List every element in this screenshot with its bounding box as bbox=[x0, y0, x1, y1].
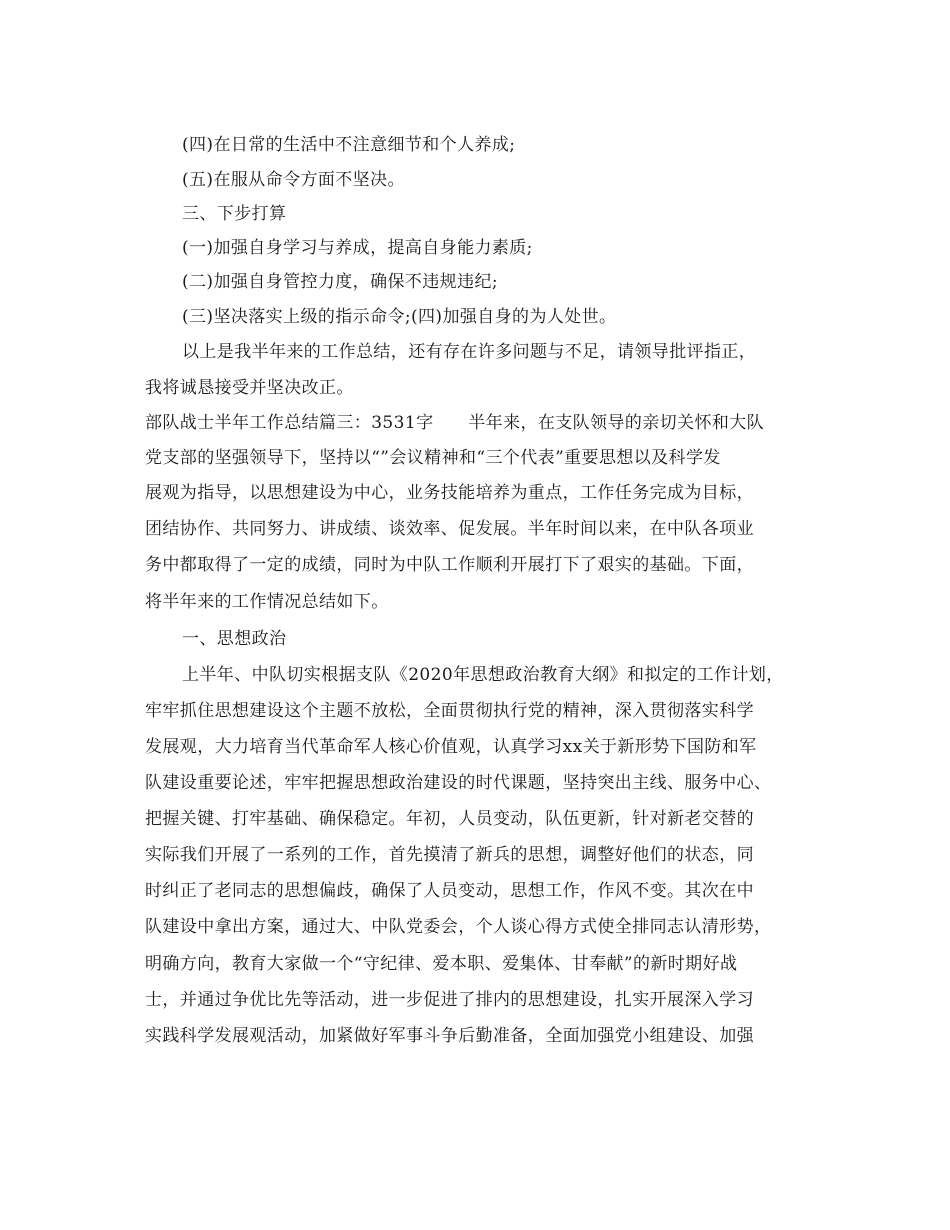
paragraph-line: (三)坚决落实上级的指示命令;(四)加强自身的为人处世。 bbox=[182, 307, 617, 327]
paragraph-line: 队建设重要论述，牢牢把握思想政治建设的时代课题，坚持突出主线、服务中心、 bbox=[145, 773, 772, 793]
paragraph-line: 发展观，大力培育当代革命军人核心价值观，认真学习xx关于新形势下国防和军 bbox=[145, 737, 757, 757]
paragraph-line: 将半年来的工作情况总结如下。 bbox=[145, 592, 389, 612]
paragraph-line: 时纠正了老同志的思想偏歧，确保了人员变动，思想工作，作风不变。其次在中 bbox=[145, 881, 754, 901]
paragraph-line: (二)加强自身管控力度，确保不违规违纪; bbox=[182, 272, 498, 292]
paragraph-line: 展观为指导，以思想建设为中心，业务技能培养为重点，工作任务完成为目标， bbox=[145, 483, 754, 503]
section-heading: 三、下步打算 bbox=[182, 204, 287, 224]
paragraph-line: 以上是我半年来的工作总结，还有存在许多问题与不足，请领导批评指正， bbox=[182, 342, 757, 362]
article-title-line: 部队战士半年工作总结篇三：3531字 半年来，在支队领导的亲切关怀和大队 bbox=[145, 413, 765, 433]
paragraph-line: 上半年、中队切实根据支队《2020年思想政治教育大纲》和拟定的工作计划， bbox=[182, 665, 784, 685]
paragraph-line: (五)在服从命令方面不坚决。 bbox=[182, 170, 405, 190]
paragraph-line: 务中都取得了一定的成绩，同时为中队工作顺利开展打下了艰实的基础。下面， bbox=[145, 555, 754, 575]
paragraph-line: 实际我们开展了一系列的工作，首先摸清了新兵的思想，调整好他们的状态，同 bbox=[145, 845, 754, 865]
paragraph-line: (四)在日常的生活中不注意细节和个人养成; bbox=[182, 135, 516, 155]
paragraph-line: 我将诚恳接受并坚决改正。 bbox=[145, 378, 354, 398]
paragraph-line: 明确方向，教育大家做一个“守纪律、爱本职、爱集体、甘奉献”的新时期好战 bbox=[145, 954, 738, 974]
section-heading: 一、思想政治 bbox=[182, 629, 287, 649]
paragraph-line: 实践科学发展观活动，加紧做好军事斗争后勤准备，全面加强党小组建设、加强 bbox=[145, 1026, 754, 1046]
paragraph-line: 士，并通过争优比先等活动，进一步促进了排内的思想建设，扎实开展深入学习 bbox=[145, 990, 754, 1010]
paragraph-line: (一)加强自身学习与养成，提高自身能力素质; bbox=[182, 238, 533, 258]
paragraph-line: 队建设中拿出方案，通过大、中队党委会，个人谈心得方式使全排同志认清形势， bbox=[145, 917, 772, 937]
paragraph-line: 牢牢抓住思想建设这个主题不放松，全面贯彻执行党的精神，深入贯彻落实科学 bbox=[145, 701, 754, 721]
paragraph-line: 党支部的坚强领导下，坚持以“”会议精神和“三个代表”重要思想以及科学发 bbox=[145, 448, 721, 468]
paragraph-line: 团结协作、共同努力、讲成绩、谈效率、促发展。半年时间以来，在中队各项业 bbox=[145, 519, 754, 539]
paragraph-line: 把握关键、打牢基础、确保稳定。年初，人员变动，队伍更新，针对新老交替的 bbox=[145, 809, 754, 829]
